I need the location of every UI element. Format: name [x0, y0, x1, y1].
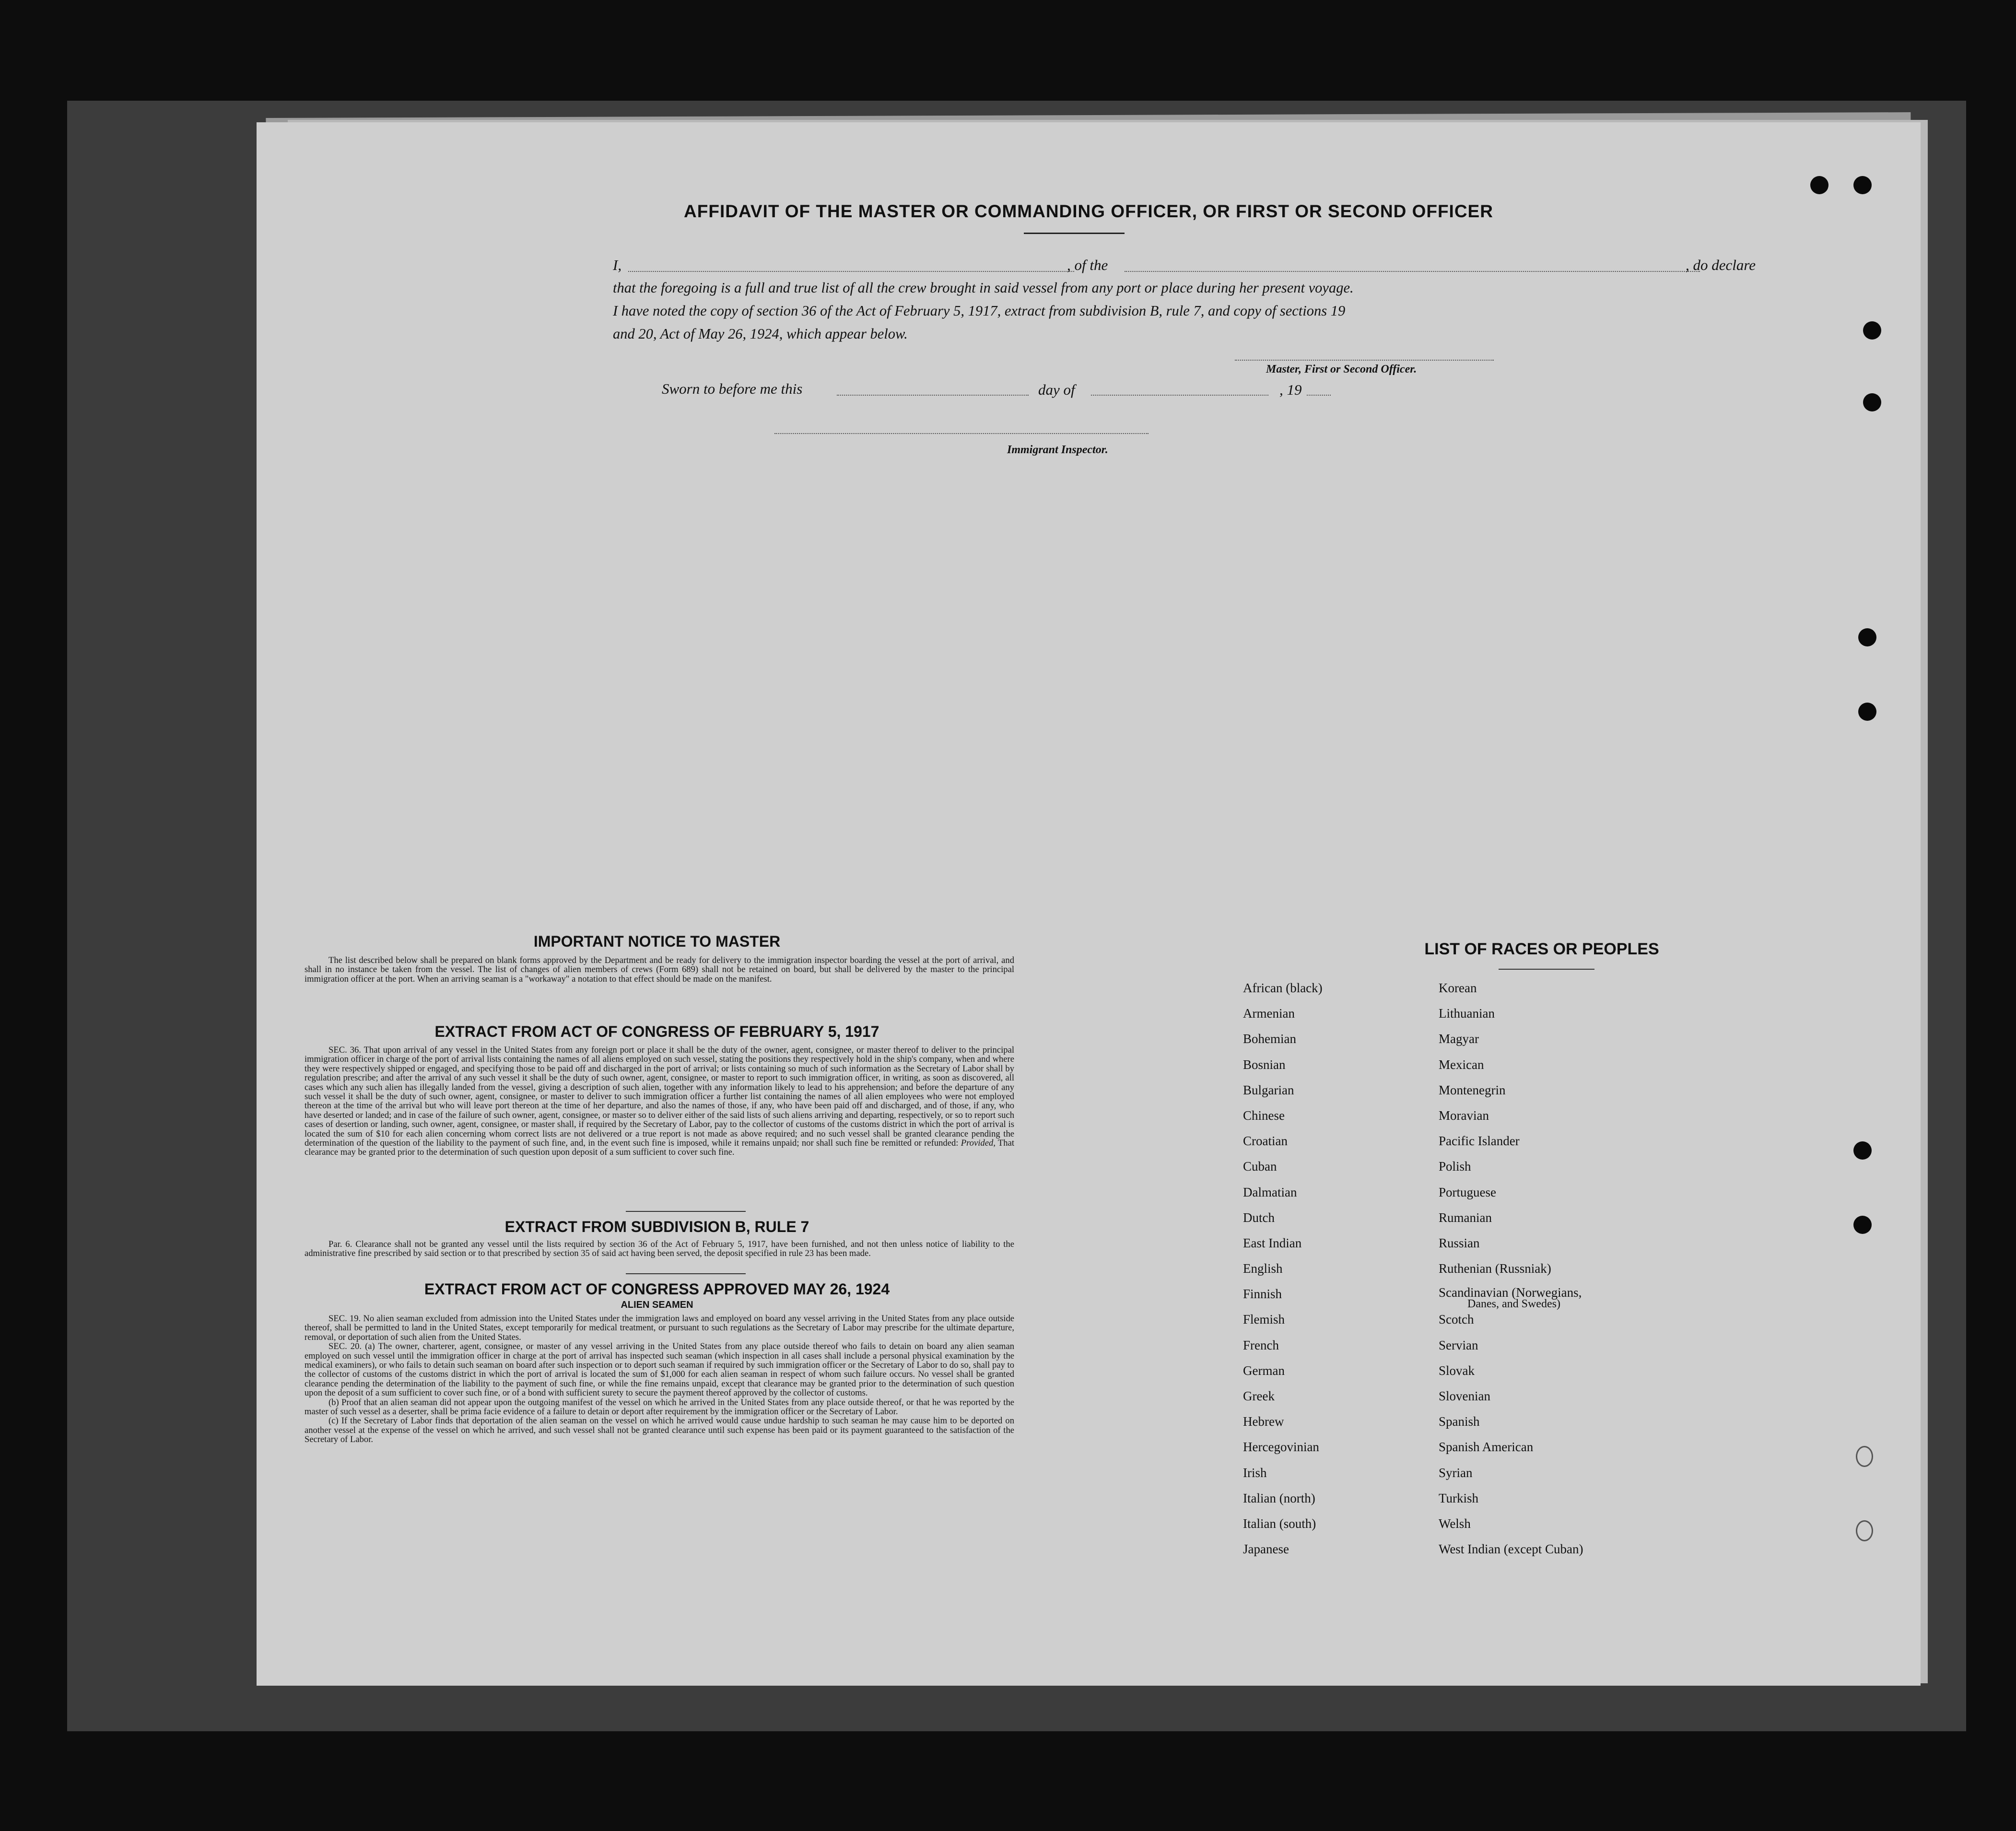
race-label: Ruthenian (Russniak)	[1439, 1261, 1551, 1276]
race-item	[1439, 1542, 1583, 1567]
sec20c-paragraph: (c) If the Secretary of Labor finds that deportation of the alien seaman on the vessel on which he arrived would cause undue hardship to such seaman he may cause him to be deported on another vessel at the expense of the vessel on which he arrived, and such vessel shall not be granted clearance until such expense has been paid or its payment guaranteed to the satisfaction of the Secretary of Labor.	[305, 1416, 1014, 1445]
race-label: Cuban	[1243, 1159, 1277, 1174]
race-item	[1439, 1516, 1583, 1542]
race-label: Mexican	[1439, 1057, 1484, 1072]
race-item	[1439, 1414, 1583, 1440]
rule7-paragraph: Par. 6. Clearance shall not be granted any vessel until the lists required by section 36 of the Act of February 5, 1917, have been furnished, and not then unless notice of liability to the administrative fine prescribed by said section or to that prescribed by section 35 of said act having been served, the deposit specified in rule 23 has been made.	[305, 1239, 1014, 1259]
race-item	[1243, 1414, 1323, 1440]
race-item	[1439, 1363, 1583, 1389]
race-label: Irish	[1243, 1465, 1267, 1480]
affidavit-line-2: that the foregoing is a full and true list of all the crew brought in said vessel from any port or place during her present voyage.	[613, 280, 1354, 296]
race-label: Bulgarian	[1243, 1082, 1294, 1097]
race-label: Armenian	[1243, 1006, 1295, 1021]
race-item	[1439, 1134, 1583, 1159]
race-item	[1439, 1032, 1583, 1057]
sec20b-paragraph: (b) Proof that an alien seaman did not appear upon the outgoing manifest of the vessel on which he arrived in the United States from any place outside thereof, or that he was reported by the master of such vessel as a deserter, shall be prima facie evidence of a failure to detain or deport after requirement by the immigration officer or the Secretary of Labor.	[305, 1397, 1014, 1417]
punch-hole	[1810, 176, 1828, 194]
race-item	[1439, 1491, 1583, 1516]
race-label: African (black)	[1243, 981, 1323, 995]
race-item	[1439, 1210, 1583, 1236]
race-label: German	[1243, 1363, 1285, 1378]
race-item	[1439, 1389, 1583, 1414]
title-rule	[1024, 233, 1125, 234]
race-item	[1439, 1185, 1583, 1210]
race-item	[1243, 1338, 1323, 1363]
race-item	[1439, 1466, 1583, 1491]
inspector-signature-label: Immigrant Inspector.	[1007, 444, 1108, 456]
extract-1917-text	[305, 1045, 1014, 1157]
race-label: Chinese	[1243, 1108, 1285, 1123]
sec36-lead: SEC. 36. That upon arrival of any vessel in the United States from any foreign port or place it shall be the duty of the owner, agent, consignee, or master thereof to deliver to the principal immigration officer in charge of the port of arrival lists containing the names of all aliens employed on such vessel, stating the positions they respectively hold in the ship's company, when and where they were respectively shipped or engaged, and specifying those to be paid off and discharged in the port of arrival; or lists containing so much of such information as the Secretary of Labor shall by regulation prescribe; and after the arrival of any such vessel it shall be the duty of such owner, agent, consignee, or master to report to such immigration officer, in writing, as soon as discovered, all cases which any such alien has illegally landed from the vessel, giving a description of such alien, together with any information likely to lead to his apprehension; and before the departure of any such vessel it shall be the duty of such owner, agent, consignee, or master to deliver to such immigration officer a further list containing the names of all alien employees who were not employed thereon at the time of the arrival but who will leave port thereon at the time of her departure, and also the names of those, if any, who have been paid off and discharged, and of those, if any, who have deserted or landed; and in case of the failure of such owner, agent, consignee, or master so to deliver either of the said lists of such aliens arriving and departing, respectively, or so to report such cases of desertion or landing, such owner, agent, consignee, or master shall, if required by the Secretary of Labor, pay to the collector of customs of the customs district in which the port of arrival is located the sum of $10 for each alien concerning whom correct lists are not delivered or a true report is not made as above required; and no such vessel shall be granted clearance pending the determination of the question of the liability to the payment of such fine, and, in the event such fine is imposed, while it remains unpaid; nor shall such fine be remitted or refunded:	[305, 1045, 1014, 1149]
master-signature-label: Master, First or Second Officer.	[1266, 363, 1417, 376]
extract-1917-heading: EXTRACT FROM ACT OF CONGRESS OF FEBRUARY 5, 1917	[434, 1023, 879, 1040]
inspector-signature-line	[774, 433, 1149, 434]
race-label: West Indian (except Cuban)	[1439, 1542, 1583, 1557]
race-label: Finnish	[1243, 1287, 1282, 1302]
race-item	[1439, 1261, 1583, 1287]
race-label: Slovak	[1439, 1363, 1475, 1378]
sworn-month-blank	[1091, 395, 1268, 396]
document-page	[257, 122, 1921, 1686]
extract-1924-text	[305, 1314, 1014, 1444]
race-label: Turkish	[1439, 1491, 1479, 1505]
race-label: French	[1243, 1338, 1279, 1352]
sec20a-paragraph: SEC. 20. (a) The owner, charterer, agent, consignee, or master of any vessel arriving in the United States from any place outside thereof who fails to detain on board any alien seaman employed on such vessel until the immigration officer in charge at the port of arrival has inspected such seaman (which inspection in all cases shall include a personal physical examination by the medical examiners), or who fails to detain such seaman on board after such inspection or to deport such seaman if required by such immigration officer or the Secretary of Labor to do so, shall pay to the collector of customs of the customs district in which the port of arrival is located the sum of $1,000 for each alien seaman in respect of whom such failure occurs. No vessel shall be granted clearance pending the determination of the liability to the payment of such fine, or while the fine remains unpaid, except that clearance may be granted prior to the determination of such question upon the deposit of a sum sufficient to cover such fine, or of a bond with sufficient surety to secure the payment thereof approved by the collector of customs.	[305, 1341, 1014, 1398]
race-item	[1439, 1440, 1583, 1465]
race-label: Spanish American	[1439, 1440, 1534, 1455]
race-label-continuation: Danes, and Swedes)	[1467, 1298, 1560, 1311]
race-item	[1439, 1159, 1583, 1185]
extract-1924-heading: EXTRACT FROM ACT OF CONGRESS APPROVED MAY 26, 1924	[424, 1280, 890, 1298]
race-label: Rumanian	[1439, 1210, 1492, 1225]
races-title: LIST OF RACES OR PEOPLES	[1424, 940, 1659, 958]
alien-seamen-subheading: ALIEN SEAMEN	[621, 1300, 693, 1310]
race-item	[1439, 1006, 1583, 1032]
race-item	[1243, 1516, 1323, 1542]
race-item	[1439, 1338, 1583, 1363]
punch-hole-ring	[1856, 1446, 1873, 1467]
race-item	[1243, 1363, 1323, 1389]
race-label: Hercegovinian	[1243, 1440, 1319, 1455]
race-label: Italian (south)	[1243, 1516, 1316, 1531]
affidavit-line-3: I have noted the copy of section 36 of the Act of February 5, 1917, extract from subdivision B, rule 7, and copy of sections 19	[613, 303, 1346, 319]
race-item	[1243, 981, 1323, 1006]
affidavit-line-4: and 20, Act of May 26, 1924, which appear below.	[613, 326, 908, 342]
race-item	[1243, 1389, 1323, 1414]
race-label: Japanese	[1243, 1542, 1289, 1557]
punch-hole	[1853, 1216, 1872, 1234]
notice-heading: IMPORTANT NOTICE TO MASTER	[533, 933, 781, 950]
race-item	[1439, 1312, 1583, 1338]
race-label: Russian	[1439, 1235, 1480, 1250]
punch-hole	[1853, 176, 1872, 194]
race-label: English	[1243, 1261, 1283, 1276]
race-label: Dutch	[1243, 1210, 1275, 1225]
race-item	[1439, 1057, 1583, 1083]
race-label: Portuguese	[1439, 1185, 1496, 1199]
race-label: Montenegrin	[1439, 1082, 1506, 1097]
race-label: Slovenian	[1439, 1389, 1490, 1403]
name-blank	[628, 271, 1074, 272]
race-label: Scotch	[1439, 1312, 1474, 1327]
race-item	[1243, 1032, 1323, 1057]
race-item	[1243, 1466, 1323, 1491]
punch-hole	[1858, 703, 1876, 721]
punch-hole	[1863, 393, 1881, 411]
race-label: Dalmatian	[1243, 1185, 1297, 1199]
sec36-proviso: Provided,	[961, 1138, 996, 1149]
race-label: Hebrew	[1243, 1414, 1284, 1429]
race-item	[1243, 1491, 1323, 1516]
punch-hole	[1863, 321, 1881, 340]
race-label: Servian	[1439, 1338, 1478, 1352]
race-label: Magyar	[1439, 1032, 1479, 1046]
races-title-rule	[1499, 969, 1594, 970]
vessel-blank	[1125, 271, 1700, 272]
races-right-column	[1439, 981, 1583, 1567]
year-text: , 19	[1279, 381, 1302, 398]
race-item	[1243, 1440, 1323, 1465]
race-label: Bohemian	[1243, 1032, 1296, 1046]
section-rule	[626, 1211, 746, 1212]
sworn-day-blank	[837, 395, 1029, 396]
race-label: Greek	[1243, 1389, 1275, 1403]
race-item	[1243, 1312, 1323, 1338]
race-label: Croatian	[1243, 1134, 1288, 1149]
affidavit-declare: , do declare	[1686, 257, 1756, 273]
race-item	[1439, 981, 1583, 1006]
race-label: Lithuanian	[1439, 1006, 1495, 1021]
sec19-paragraph: SEC. 19. No alien seaman excluded from admission into the United States under the immigration laws and employed on board any vessel arriving in the United States from any place outside thereof, shall be permitted to land in the United States, except temporarily for medical treatment, or pursuant to such regulations as the Secretary of Labor may prescribe for the ultimate departure, removal, or deportation of such alien from the United States.	[305, 1314, 1014, 1342]
affidavit-title: AFFIDAVIT OF THE MASTER OR COMMANDING OFFICER, OR FIRST OR SECOND OFFICER	[684, 201, 1493, 221]
race-label: East Indian	[1243, 1235, 1302, 1250]
affidavit-i: I,	[613, 257, 622, 273]
year-blank	[1307, 395, 1331, 396]
race-item	[1243, 1261, 1323, 1287]
sworn-text: Sworn to before me this	[662, 380, 803, 397]
race-item	[1439, 1287, 1583, 1312]
extract-rule7-heading: EXTRACT FROM SUBDIVISION B, RULE 7	[504, 1218, 809, 1235]
master-signature-line	[1235, 360, 1494, 361]
day-of-text: day of	[1038, 381, 1075, 398]
race-item	[1243, 1057, 1323, 1083]
race-item	[1243, 1210, 1323, 1236]
punch-hole	[1853, 1141, 1872, 1160]
affidavit-of-the: , of the	[1067, 257, 1108, 273]
race-label: Bosnian	[1243, 1057, 1286, 1072]
race-item	[1243, 1542, 1323, 1567]
race-item	[1243, 1134, 1323, 1159]
sec36-tail: That clearance may be granted prior to the determination of such question upon deposit of a sum sufficient to cover such fine.	[305, 1138, 1014, 1158]
race-label: Polish	[1439, 1159, 1471, 1174]
race-label: Scandinavian (Norwegians,	[1439, 1285, 1582, 1300]
notice-paragraph: The list described below shall be prepared on blank forms approved by the Department and be ready for delivery to the immigration inspector boarding the vessel at the port of arrival, and shall in no instance be taken from the vessel. The list of changes of alien members of crews (Form 689) shall not be retained on board, but shall be delivered by the master to the principal immigration officer at the port. When an arriving seaman is a "workaway" a notation to that effect should be made on the manifest.	[305, 955, 1014, 984]
section-rule	[626, 1273, 746, 1274]
notice-text	[305, 956, 1014, 984]
race-item	[1243, 1236, 1323, 1261]
punch-hole-ring	[1856, 1520, 1873, 1541]
race-label: Flemish	[1243, 1312, 1285, 1327]
extract-rule7-text	[305, 1240, 1014, 1258]
punch-hole	[1858, 628, 1876, 646]
race-item	[1243, 1185, 1323, 1210]
race-label: Syrian	[1439, 1465, 1473, 1480]
race-item	[1243, 1108, 1323, 1134]
race-label: Korean	[1439, 981, 1477, 995]
race-label: Spanish	[1439, 1414, 1480, 1429]
race-label: Moravian	[1439, 1108, 1489, 1123]
race-label: Welsh	[1439, 1516, 1471, 1531]
race-item	[1439, 1236, 1583, 1261]
race-item	[1243, 1083, 1323, 1108]
race-item	[1243, 1159, 1323, 1185]
race-item	[1243, 1006, 1323, 1032]
race-item	[1439, 1108, 1583, 1134]
race-item	[1439, 1083, 1583, 1108]
race-label: Pacific Islander	[1439, 1134, 1520, 1149]
races-left-column	[1243, 981, 1323, 1567]
race-item	[1243, 1287, 1323, 1312]
race-label: Italian (north)	[1243, 1491, 1315, 1505]
